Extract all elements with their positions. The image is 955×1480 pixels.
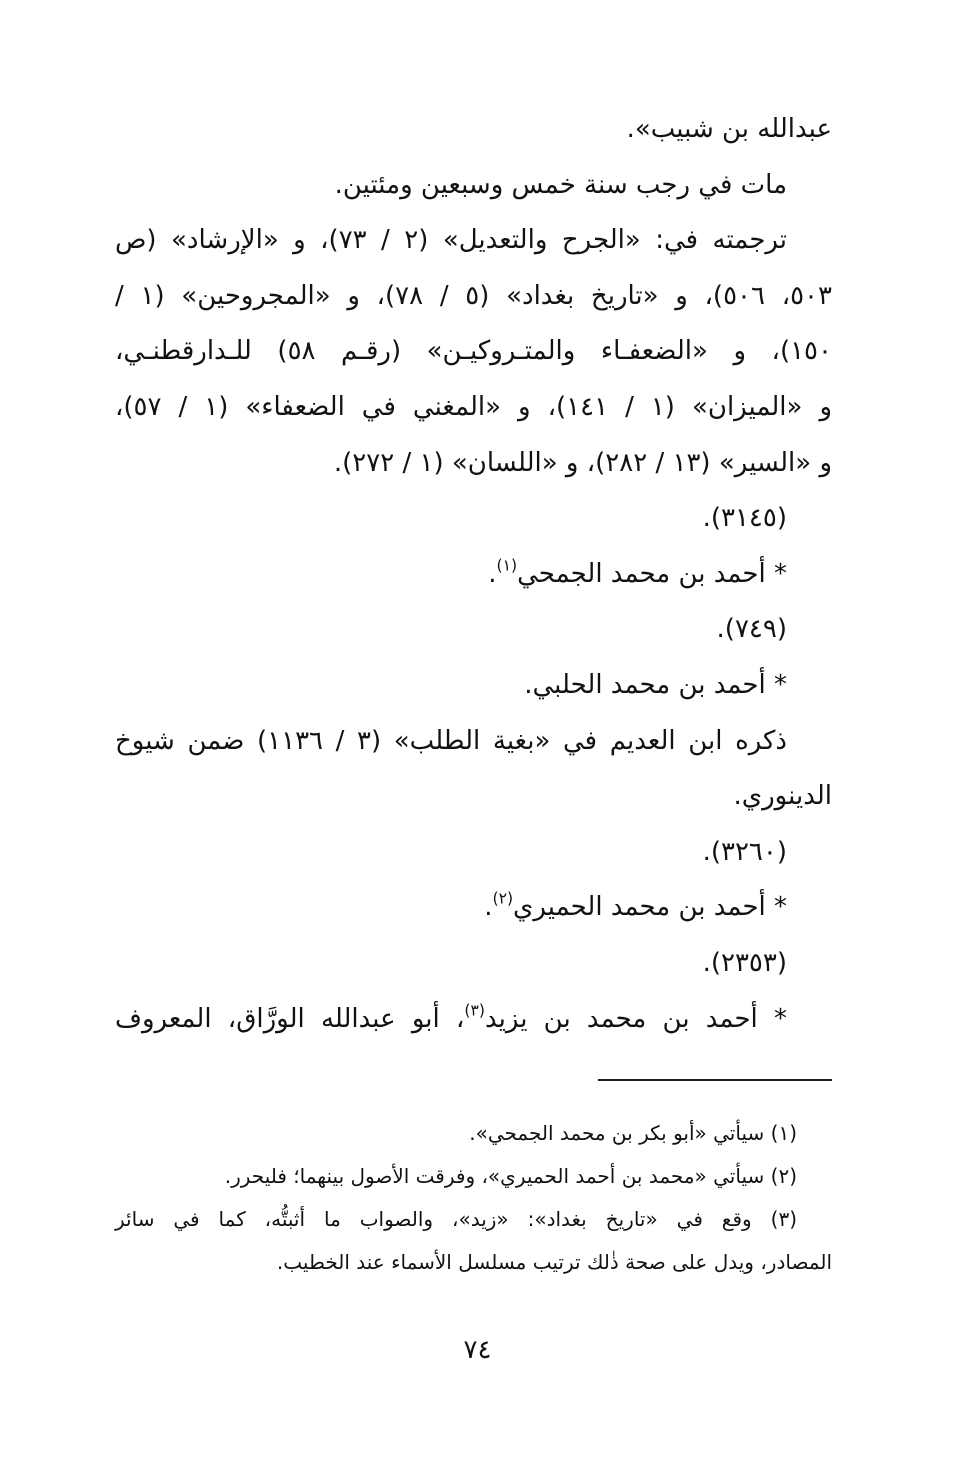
body-line: ذكره ابن العديم في «بغية الطلب» (٣ / ١١٣٦) ضمن شيوخ xyxy=(115,725,788,756)
entry-name: أحمد بن محمد الحلبي. xyxy=(524,669,766,700)
footnote-text: المصادر، ويدل على صحة ذٰلك ترتيب مسلسل الأسماء عند الخطيب. xyxy=(276,1250,832,1274)
footnote-label: (٢) xyxy=(770,1164,797,1188)
citation-reference: (٧٤٩). xyxy=(716,614,787,645)
citation-reference: (٢٣٥٣). xyxy=(702,947,787,978)
page-number: ٧٤ xyxy=(463,1335,492,1365)
entry-heading xyxy=(115,547,832,603)
body-line: و «السير» (١٣ / ٢٨٢)، و «اللسان» (١ / ٢٧٢). xyxy=(333,447,832,478)
entry-heading xyxy=(115,992,832,1048)
footnote-label: (٣) xyxy=(770,1207,797,1231)
entry-name: أحمد بن محمد الحميري xyxy=(513,892,766,923)
footnotes xyxy=(115,1112,832,1284)
body-line: مات في رجب سنة خمس وسبعين ومئتين. xyxy=(334,169,787,200)
footnote-text: وقع في «تاريخ بغداد»: «زيد»، والصواب ما أثبتُّه، كما في سائر xyxy=(115,1207,752,1231)
entry-tail: ، أبو عبدالله الورَّاق، المعروف xyxy=(115,1003,465,1034)
footnote-3 xyxy=(115,1198,832,1241)
footnote-reference: (٣) xyxy=(464,1000,485,1019)
footnote-reference: (١) xyxy=(496,556,518,575)
body-line: ترجمته في: «الجرح والتعديل» (٢ / ٧٣)، و «الإرشاد» (ص xyxy=(115,225,787,256)
citation-reference: (٣١٤٥). xyxy=(702,503,787,534)
body-line: عبدالله بن شبيب». xyxy=(626,114,832,144)
body-line: ٥٠٣، ٥٠٦)، و «تاريخ بغداد» (٥ / ٧٨)، و «المجروحين» (١ / xyxy=(115,280,832,311)
citation-reference: (٣٢٦٠). xyxy=(702,836,787,867)
footnote-text: سيأتي «أبو بكر بن محمد الجمحي». xyxy=(469,1121,765,1145)
entry-name: أحمد بن محمد بن يزيد xyxy=(484,1003,758,1034)
entry-tail: . xyxy=(484,892,493,923)
footnote-label: (١) xyxy=(770,1121,797,1145)
entry-marker: * xyxy=(774,558,787,589)
body-line: و «الميزان» (١ / ١٤١)، و «المغني في الضعفاء» (١ / ٥٧)، xyxy=(115,391,832,422)
body-line: الدينوري. xyxy=(733,781,832,812)
footnote-1 xyxy=(115,1112,832,1155)
entry-name: أحمد بن محمد الجمحي xyxy=(517,558,766,589)
footnote-separator xyxy=(598,1079,832,1081)
footnote-reference: (٢) xyxy=(492,889,514,908)
entry-heading xyxy=(115,880,832,936)
body-line: ١٥٠)، و «الضعفـاء والمتـروكيـن» (رقـم ٥٨) للـدارقطنـي، xyxy=(115,336,832,367)
entry-marker: * xyxy=(774,1003,787,1034)
footnote-3-continued xyxy=(115,1241,832,1284)
footnote-2 xyxy=(115,1155,832,1198)
entry-marker: * xyxy=(774,669,787,700)
entry-tail: . xyxy=(488,558,497,589)
main-text xyxy=(115,102,832,1047)
entry-marker: * xyxy=(774,892,787,923)
footnote-text: سيأتي «محمد بن أحمد الحميري»، وفرقت الأصول بينهما؛ فليحرر. xyxy=(224,1164,765,1188)
entry-heading xyxy=(115,658,832,714)
